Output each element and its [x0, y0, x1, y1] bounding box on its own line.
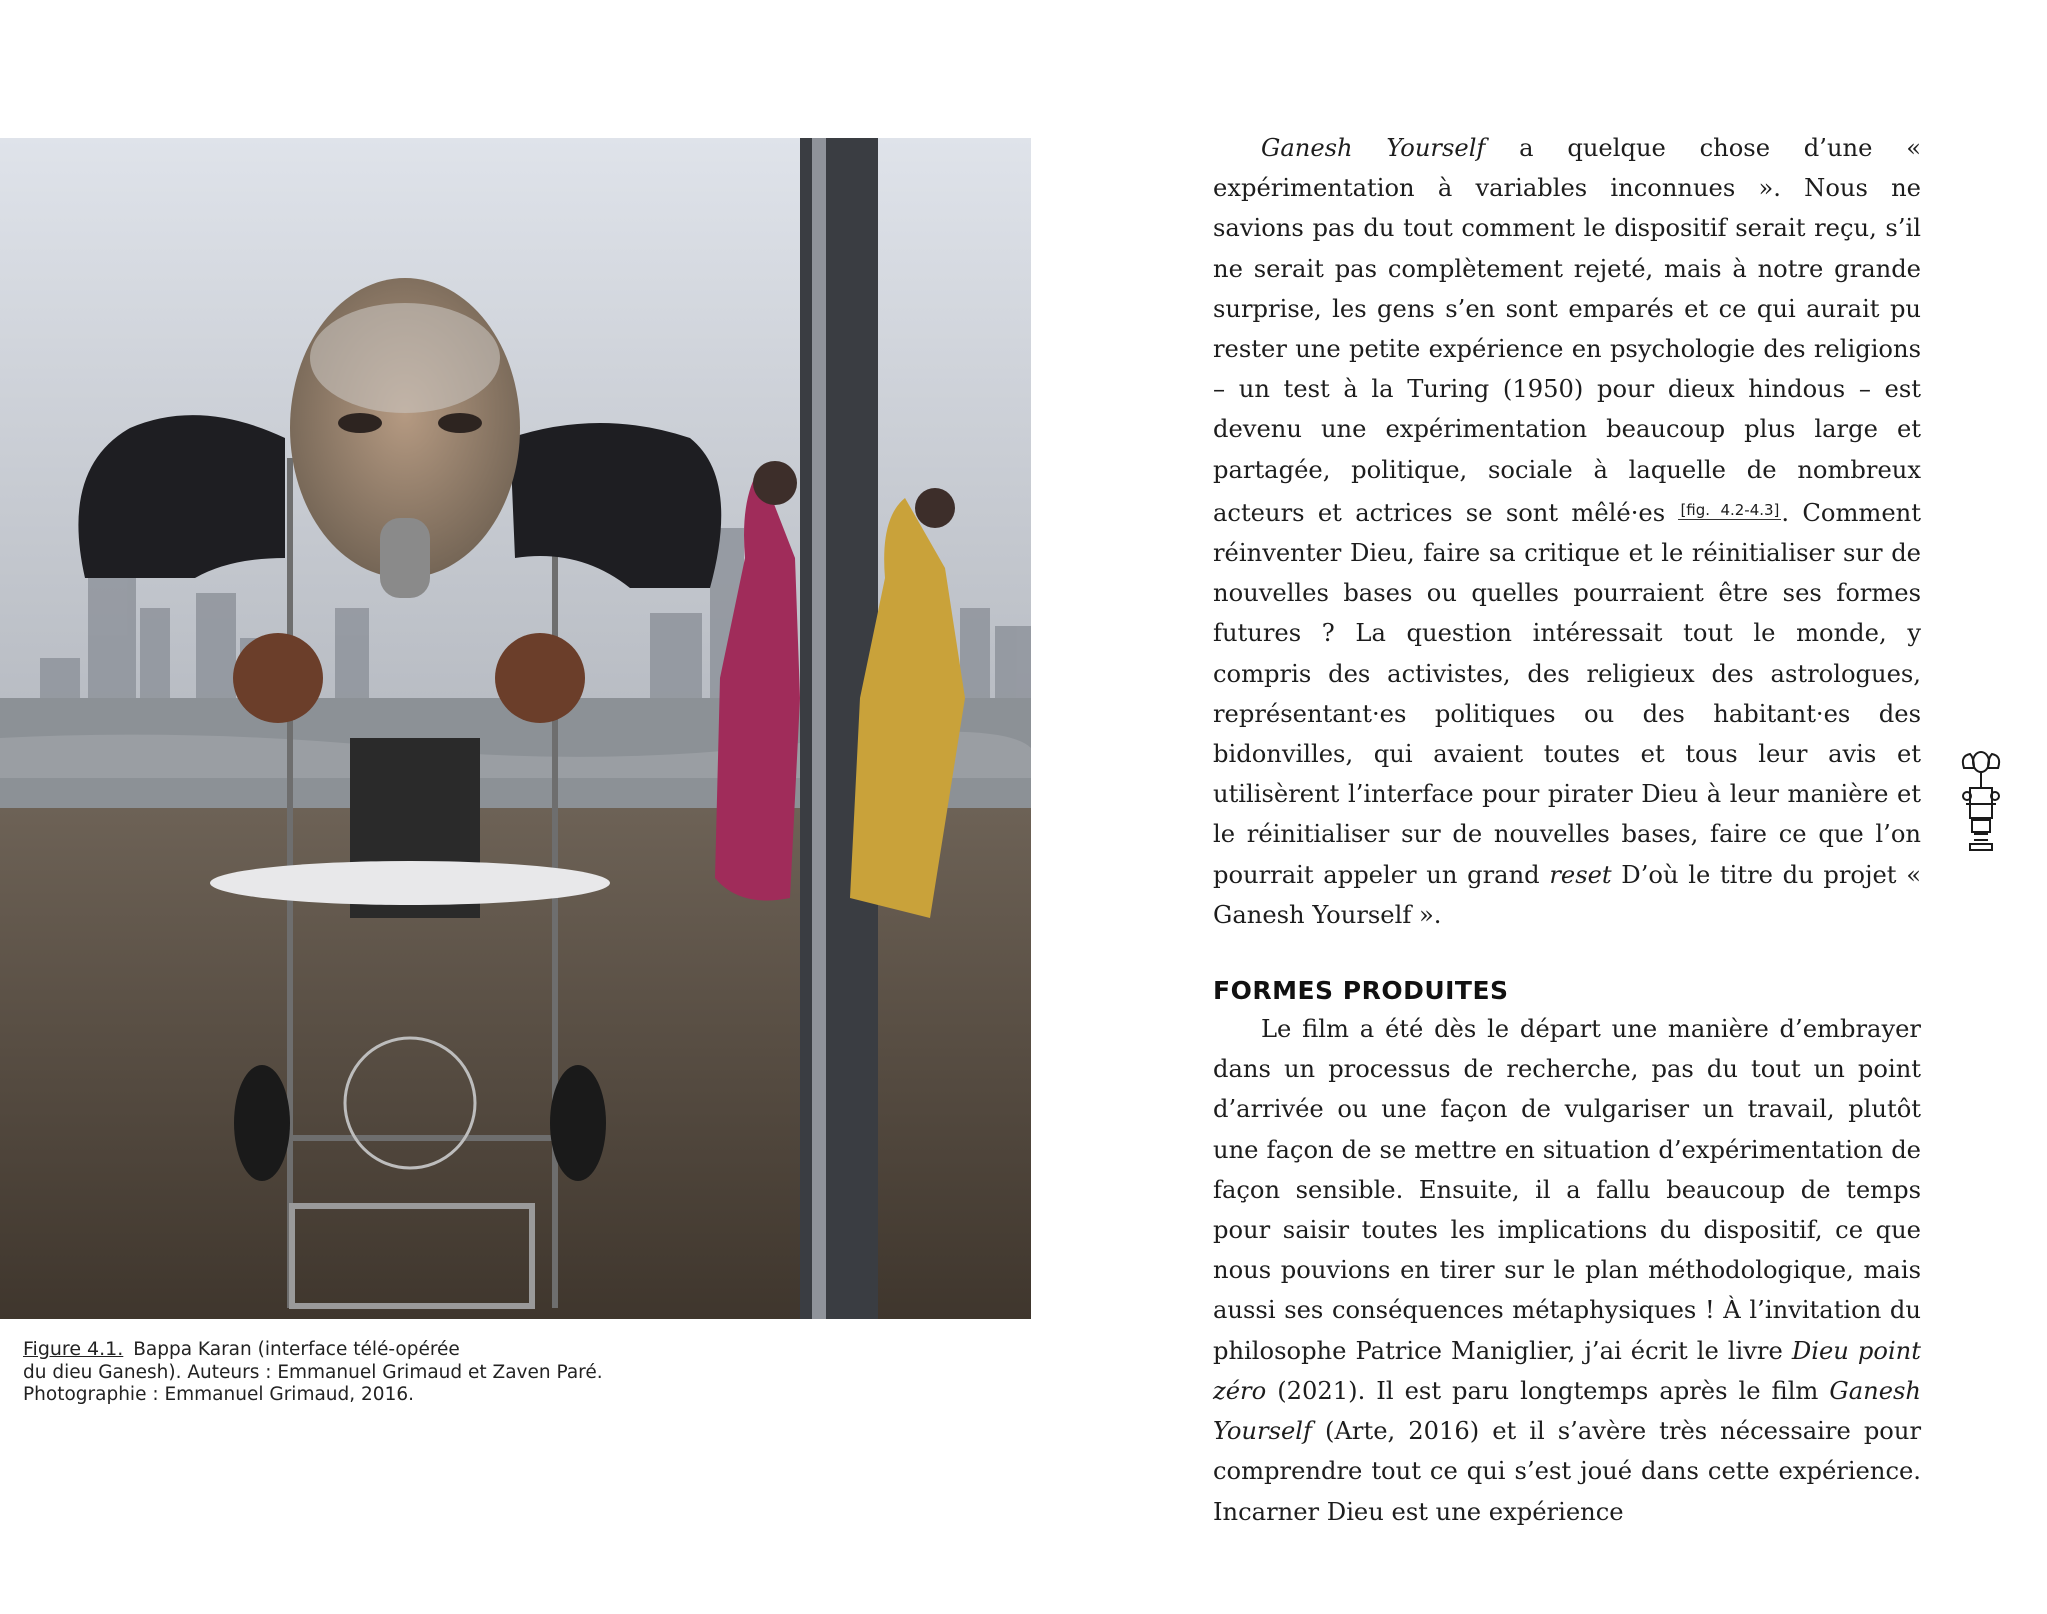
- caption-line-2: du dieu Ganesh). Auteurs : Emmanuel Grimaud et Zaven Paré.: [23, 1361, 603, 1383]
- caption-line-1: Bappa Karan (interface télé-opérée: [133, 1339, 460, 1360]
- caption-line-3: Photographie : Emmanuel Grimaud, 2016.: [23, 1384, 414, 1405]
- italic-reset: reset: [1549, 860, 1612, 889]
- figure-caption: [23, 1338, 723, 1407]
- section-title: FORMES PRODUITES: [1213, 976, 1509, 1006]
- ganesh-robot-icon: [1958, 748, 2004, 852]
- figure-reference-link[interactable]: [fig. 4.2-4.3]: [1680, 500, 1780, 519]
- italic-title-ganesh-yourself: Ganesh Yourself: [1261, 134, 1486, 162]
- p1-text-3: D’où le titre du projet « Ganesh Yourself ».: [1213, 860, 1921, 929]
- figure-label: Figure 4.1.: [23, 1338, 124, 1360]
- p2-text-1: Le film a été dès le départ une manière d’embrayer dans un processus de recherche, pas du tout un point d’arrivée ou une façon de vulgariser un travail, plutôt une façon de se mettre en situation d’expérimentation de façon sensible. Ensuite, il a fallu beaucoup de temps pour saisir toutes les implications du dispositif, ce que nous pouvions en tirer sur le plan méthodologique, mais aussi ses conséquences métaphysiques ! À l’invitation du philosophe Patrice Maniglier, j’ai écrit le livre: [1213, 1015, 1921, 1365]
- italic-film-title: Ganesh Yourself: [1213, 1376, 1921, 1446]
- italic-book-title: Dieu point zéro: [1213, 1336, 1921, 1405]
- paragraph-1: [1213, 128, 1921, 935]
- p2-text-2: (2021). Il est paru longtemps après le film: [1266, 1376, 1830, 1405]
- body-text-column: [1213, 128, 1921, 1532]
- paragraph-2: [1213, 1009, 1921, 1532]
- figure-photo: [0, 138, 1031, 1319]
- p2-text-3: (Arte, 2016) et il s’avère très nécessaire pour comprendre tout ce qui s’est joué dans cette expérience. Incarner Dieu est une expérience: [1213, 1417, 1921, 1526]
- ganesh-robot-photo: [0, 138, 1031, 1319]
- p1-text-2: . Comment réinventer Dieu, faire sa critique et le réinitialiser sur de nouvelles bases ou quelles pourraient être ses formes futures ? La question intéressait tout le monde, y compris des activistes, des religieux des astrologues, représentant·es politiques ou des habitant·es des bidonvilles, qui avaient toutes et tous leur avis et utilisèrent l’interface pour pirater Dieu à leur manière et le réinitialiser sur de nouvelles bases, faire ce que l’on pourrait appeler un grand: [1213, 498, 1921, 889]
- p1-text-1: a quelque chose d’une « expérimentation à variables inconnues ». Nous ne savions pas du tout comment le dispositif serait reçu, s’il ne serait pas complètement rejeté, mais à notre grande surprise, les gens s’en sont emparés et ce qui aurait pu rester une petite expérience en psychologie des religions – un test à la Turing (1950) pour dieux hindous – est devenu une expérimentation beaucoup plus large et partagée, politique, sociale à laquelle de nombreux acteurs et actrices se sont mêlé·es: [1213, 134, 1922, 527]
